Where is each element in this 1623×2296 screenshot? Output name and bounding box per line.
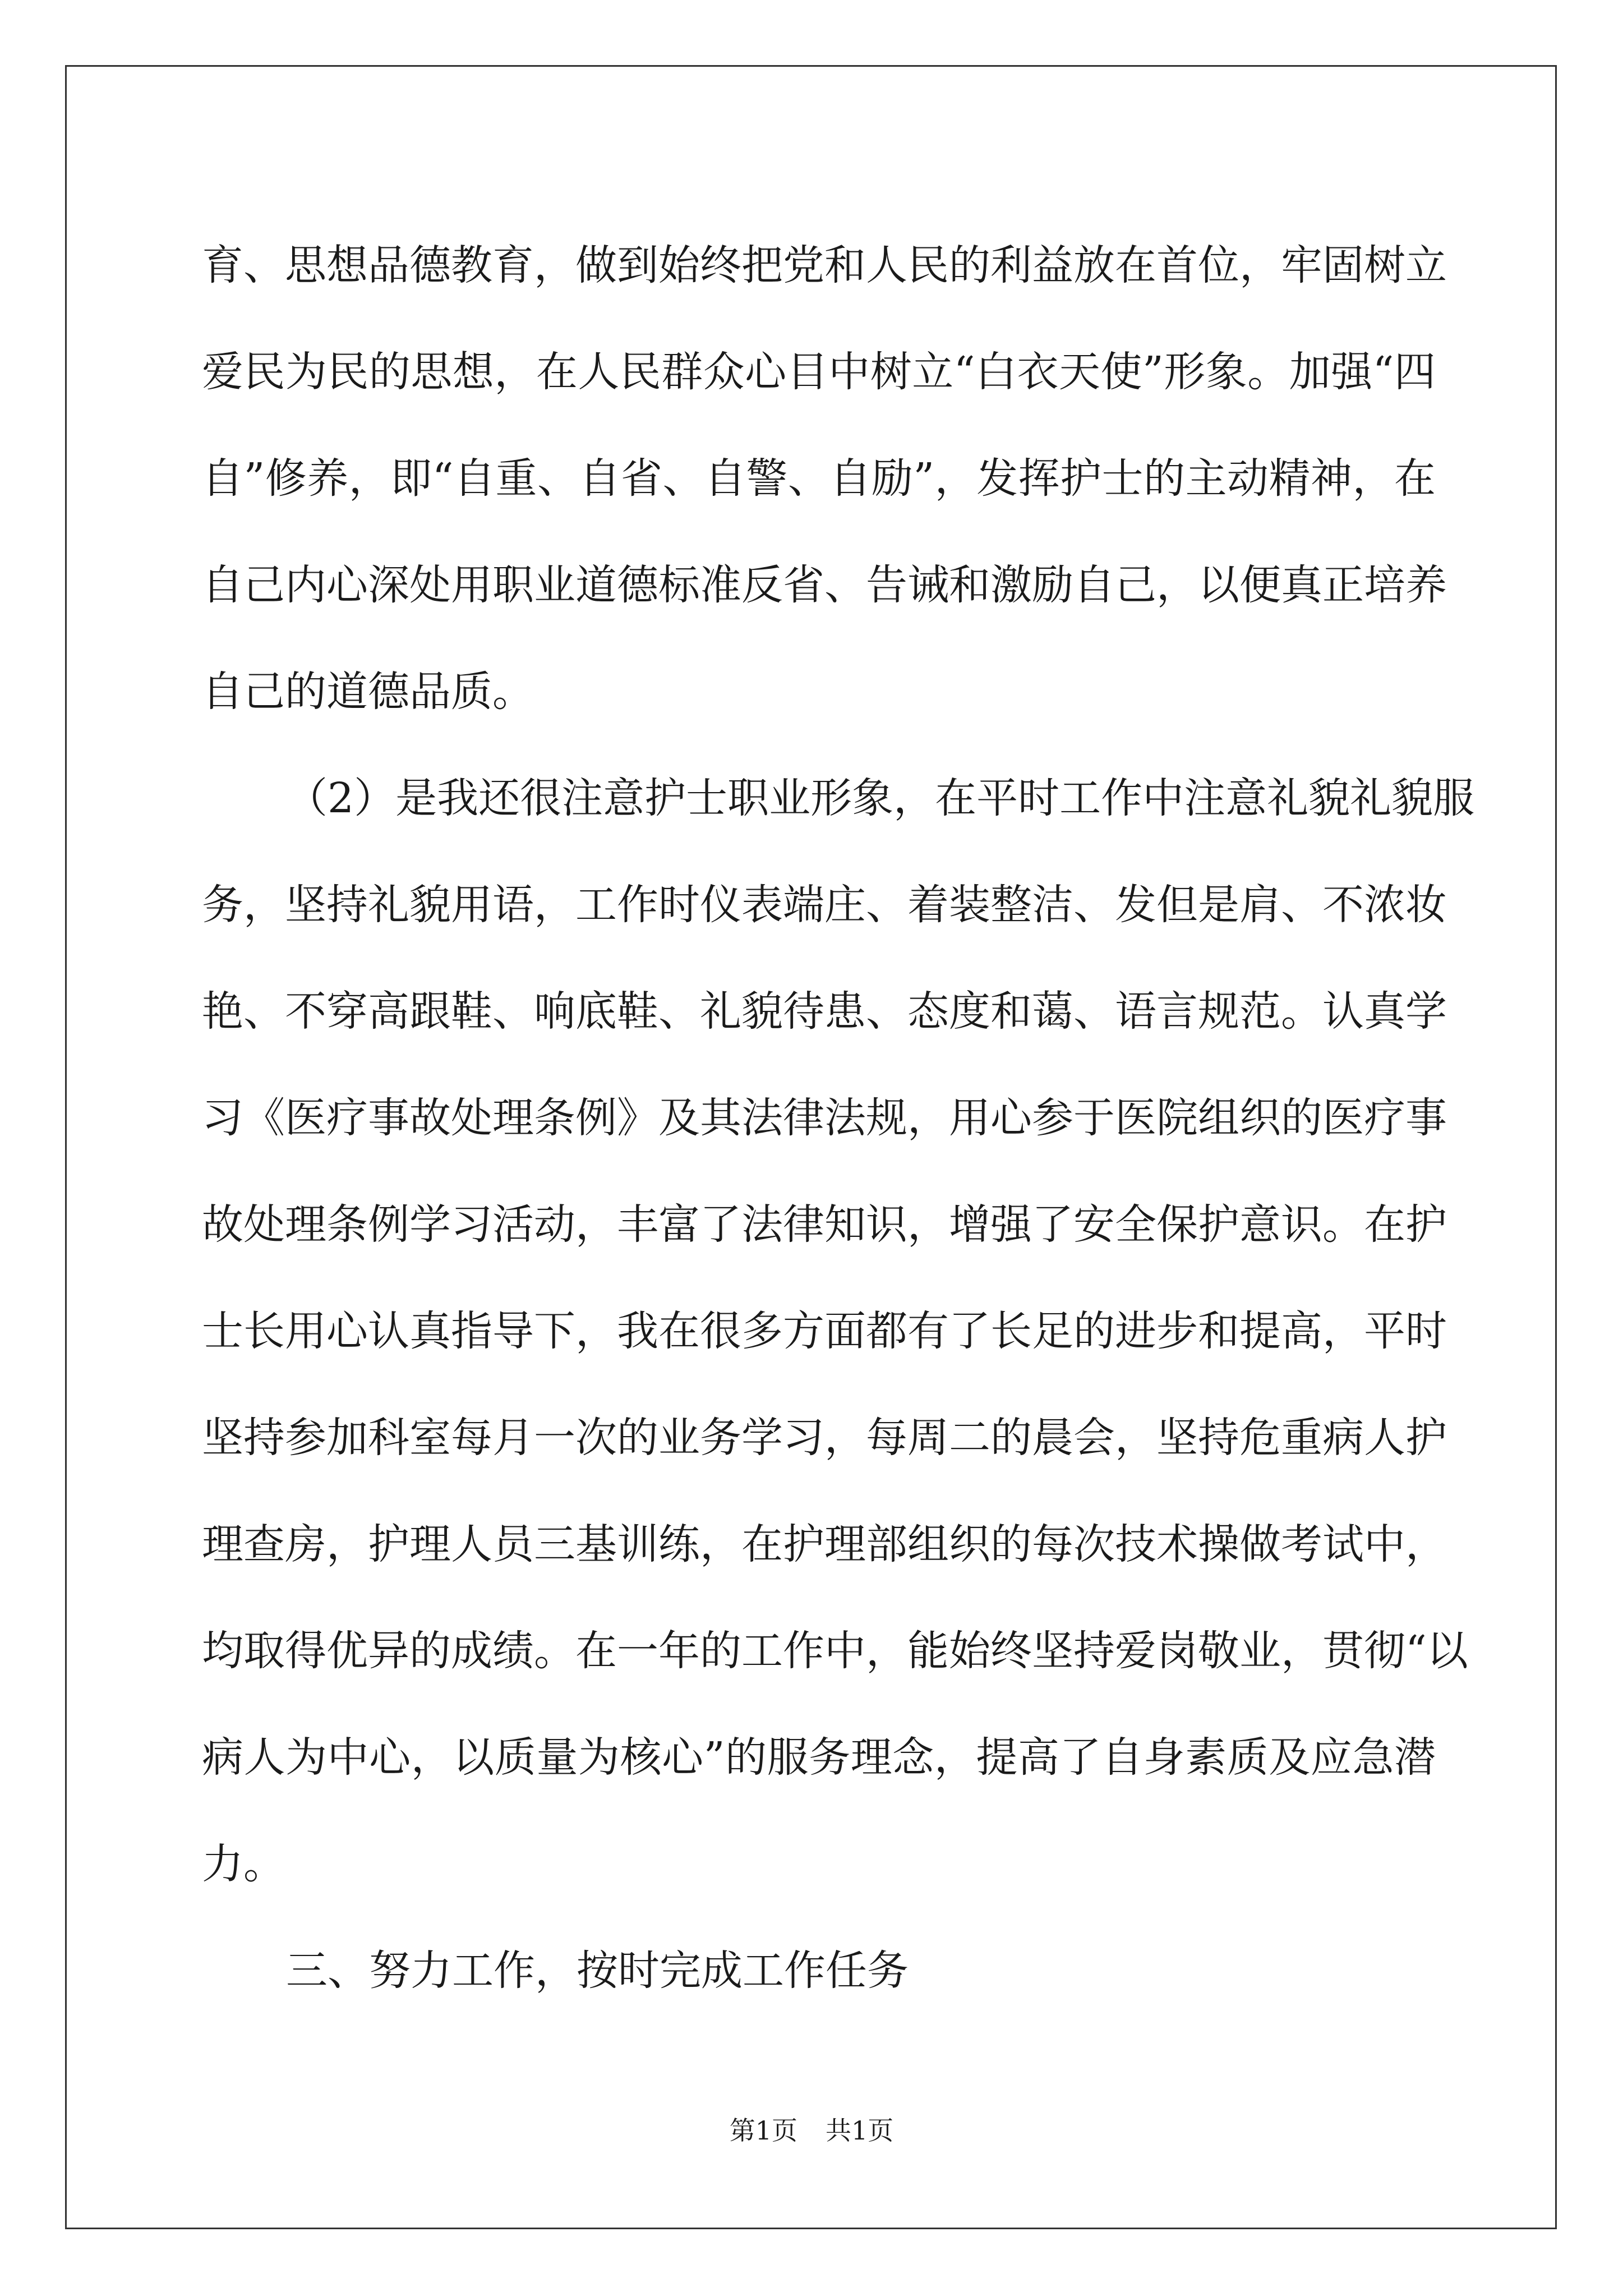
text-line: 务，坚持礼貌用语，工作时仪表端庄、着装整洁、发但是肩、不浓妆 [202,881,1447,929]
paragraph [202,212,1447,745]
text-line: 习《医疗事故处理条例》及其法律法规，用心参于医院组织的医疗事 [202,1094,1447,1142]
page-number: 第1页 [729,2115,797,2146]
text-line: 坚持参加科室每月一次的业务学习，每周二的晨会，坚持危重病人护 [202,1414,1447,1462]
text-line: 艳、不穿高跟鞋、响底鞋、礼貌待患、态度和蔼、语言规范。认真学 [202,987,1447,1036]
page-total: 共1页 [826,2115,894,2146]
text-line: 理查房，护理人员三基训练，在护理部组织的每次技术操做考试中， [202,1520,1447,1568]
text-line: 均取得优异的成绩。在一年的工作中，能始终坚持爱岗敬业，贯彻“以 [202,1627,1468,1675]
text-line: 自己的道德品质。 [202,668,534,716]
text-line: 自己内心深处用职业道德标准反省、告诫和激励自己，以便真正培养 [202,561,1447,609]
text-line: 故处理条例学习活动，丰富了法律知识，增强了安全保护意识。在护 [202,1200,1447,1249]
section-heading [202,1917,1436,2024]
paragraph [202,745,1475,1917]
text-line: 病人为中心，以质量为核心”的服务理念，提高了自身素质及应急潜 [202,1733,1436,1782]
text-line: 自”修养，即“自重、自省、自警、自励”，发挥护士的主动精神，在 [202,454,1436,503]
text-line: （2）是我还很注意护士职业形象，在平时工作中注意礼貌礼貌服 [286,774,1475,822]
text-line: 士长用心认真指导下，我在很多方面都有了长足的进步和提高，平时 [202,1307,1447,1355]
text-line: 爱民为民的思想，在人民群众心目中树立“白衣天使”形象。加强“四 [202,348,1436,396]
text-line: 三、努力工作，按时完成工作任务 [286,1947,909,1995]
page-footer [0,2114,1623,2147]
document-body [202,212,1475,2024]
text-line: 育、思想品德教育，做到始终把党和人民的利益放在首位，牢固树立 [202,241,1447,289]
text-line: 力。 [202,1840,285,1888]
